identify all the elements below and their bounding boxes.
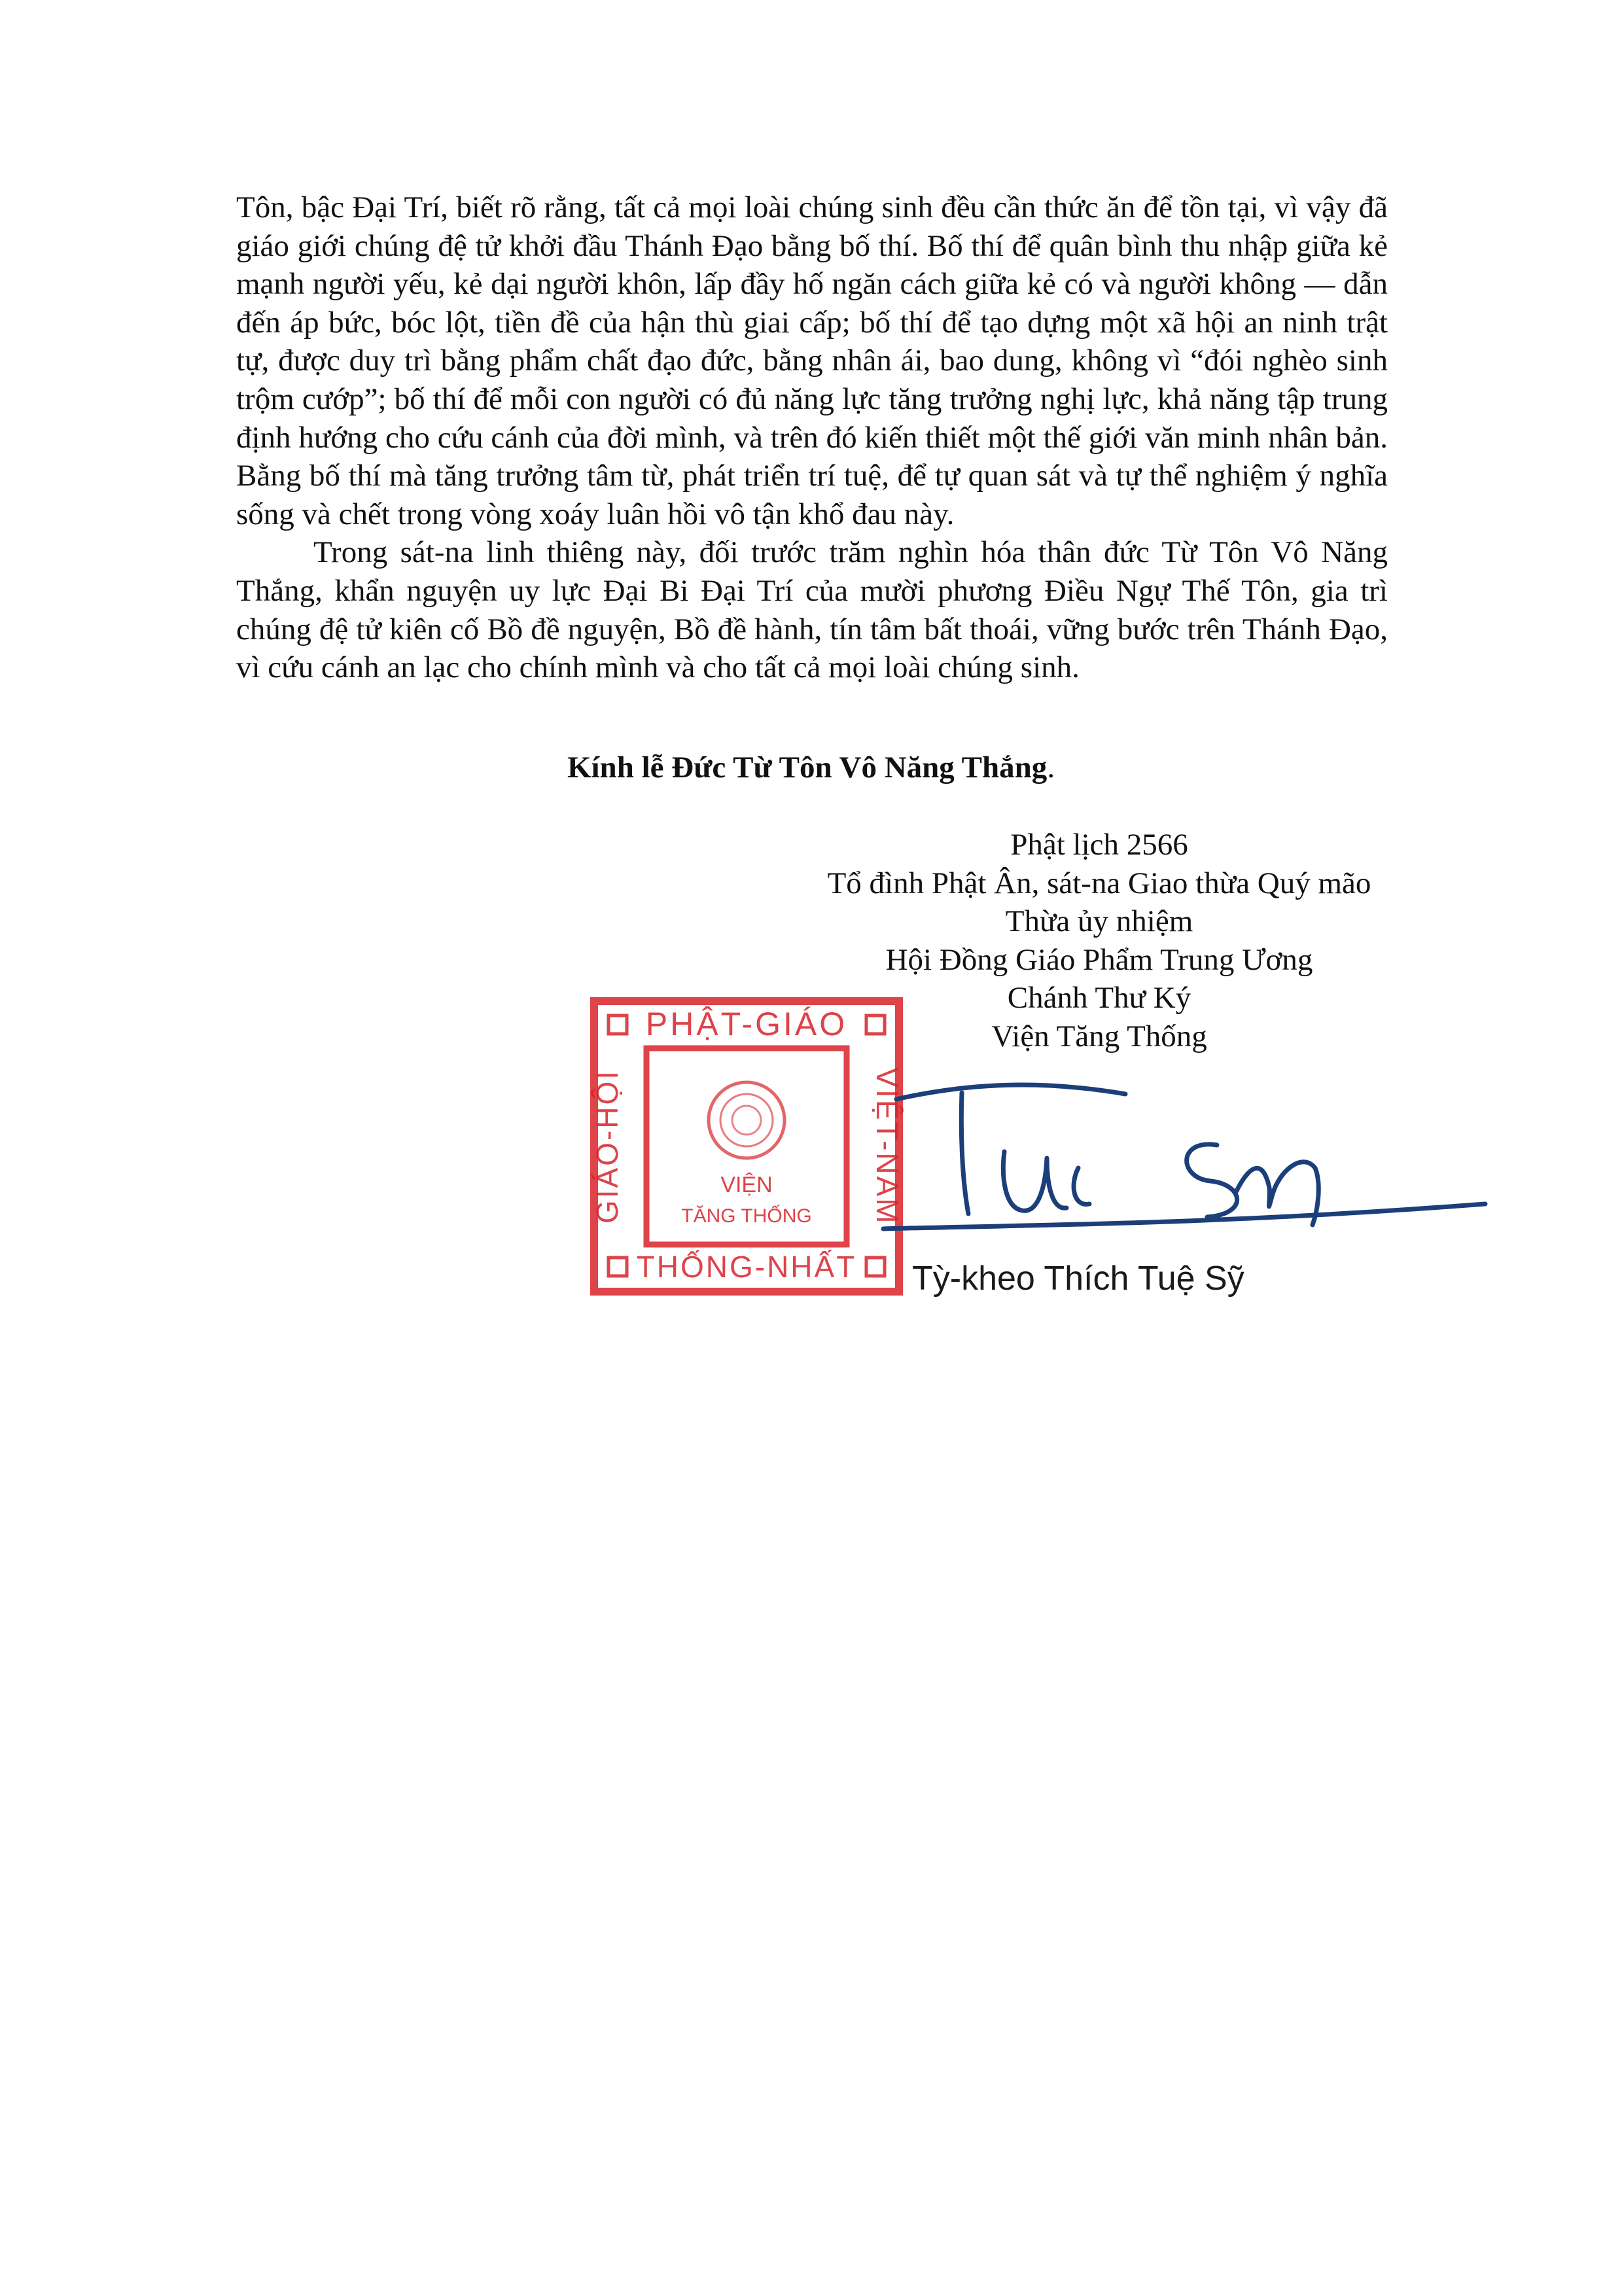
council-name: Hội Đồng Giáo Phẩm Trung Ương — [885, 942, 1313, 977]
swastika-icon — [608, 1258, 627, 1276]
official-seal — [589, 996, 904, 1297]
delegation-line: Thừa ủy nhiệm — [1005, 904, 1193, 939]
buddhist-era-date: Phật lịch 2566 — [1010, 828, 1188, 862]
place-and-occasion: Tổ đình Phật Ân, sát-na Giao thừa Quý mão — [827, 866, 1371, 900]
seal-right-text: VIỆT-NAM — [870, 1067, 904, 1226]
letter-body — [236, 188, 1388, 687]
body-paragraph-1: Tôn, bậc Đại Trí, biết rõ rằng, tất cả mọi loài chúng sinh đều cần thức ăn để tồn tại, vì vậy đã giáo giới chúng đệ tử khởi đầu Thánh Đạo bằng bố thí. Bố thí để quân bình thu nhập giữa kẻ mạnh người yếu, kẻ dại người khôn, lấp đầy hố ngăn cách giữa kẻ có và người không — dẫn đến áp bức, bóc lột, tiền đề của hận thù giai cấp; bố thí để tạo dựng một xã hội an ninh trật tự, được duy trì bằng phẩm chất đạo đức, bằng nhân ái, bao dung, không vì “đói nghèo sinh trộm cướp”; bố thí để mỗi con người có đủ năng lực tăng trưởng nghị lực, khả năng tập trung định hướng cho cứu cánh của đời mình, và trên đó kiến thiết một thế giới văn minh nhân bản. Bằng bố thí mà tăng trưởng tâm từ, phát triển trí tuệ, để tự quan sát và tự thể nghiệm ý nghĩa sống và chết trong vòng xoáy luân hồi vô tận khổ đau này. — [236, 190, 1388, 531]
salutation-text: Kính lễ Đức Từ Tôn Vô Năng Thắng — [567, 751, 1048, 785]
seal-bottom-text: THỐNG-NHẤT — [636, 1250, 857, 1284]
seal-left-text: GIÁO-HỘI — [590, 1069, 624, 1224]
signer-title: Chánh Thư Ký — [1007, 981, 1191, 1016]
salutation-line — [0, 750, 1622, 785]
handwritten-signature — [870, 1053, 1498, 1269]
swastika-icon — [608, 1016, 627, 1034]
swastika-icon — [866, 1016, 885, 1034]
salutation-period: . — [1047, 751, 1055, 785]
seal-center-line-1: VIỆN — [720, 1173, 773, 1197]
body-paragraph-2: Trong sát-na linh thiêng này, đối trước trăm nghìn hóa thân đức Từ Tôn Vô Năng Thắng, khẩn nguyện uy lực Đại Bi Đại Trí của mười phương Điều Ngự Thế Tôn, gia trì chúng đệ tử kiên cố Bồ đề nguyện, Bồ đề hành, tín tâm bất thoái, vững bước trên Thánh Đạo, vì cứu cánh an lạc cho chính mình và cho tất cả mọi loài chúng sinh. — [236, 535, 1388, 685]
institute-name: Viện Tăng Thống — [991, 1019, 1207, 1053]
signer-name: Tỳ-kheo Thích Tuệ Sỹ — [912, 1260, 1244, 1298]
seal-center-line-2: TĂNG THỐNG — [681, 1205, 812, 1227]
seal-top-text: PHẬT-GIÁO — [645, 1006, 848, 1042]
